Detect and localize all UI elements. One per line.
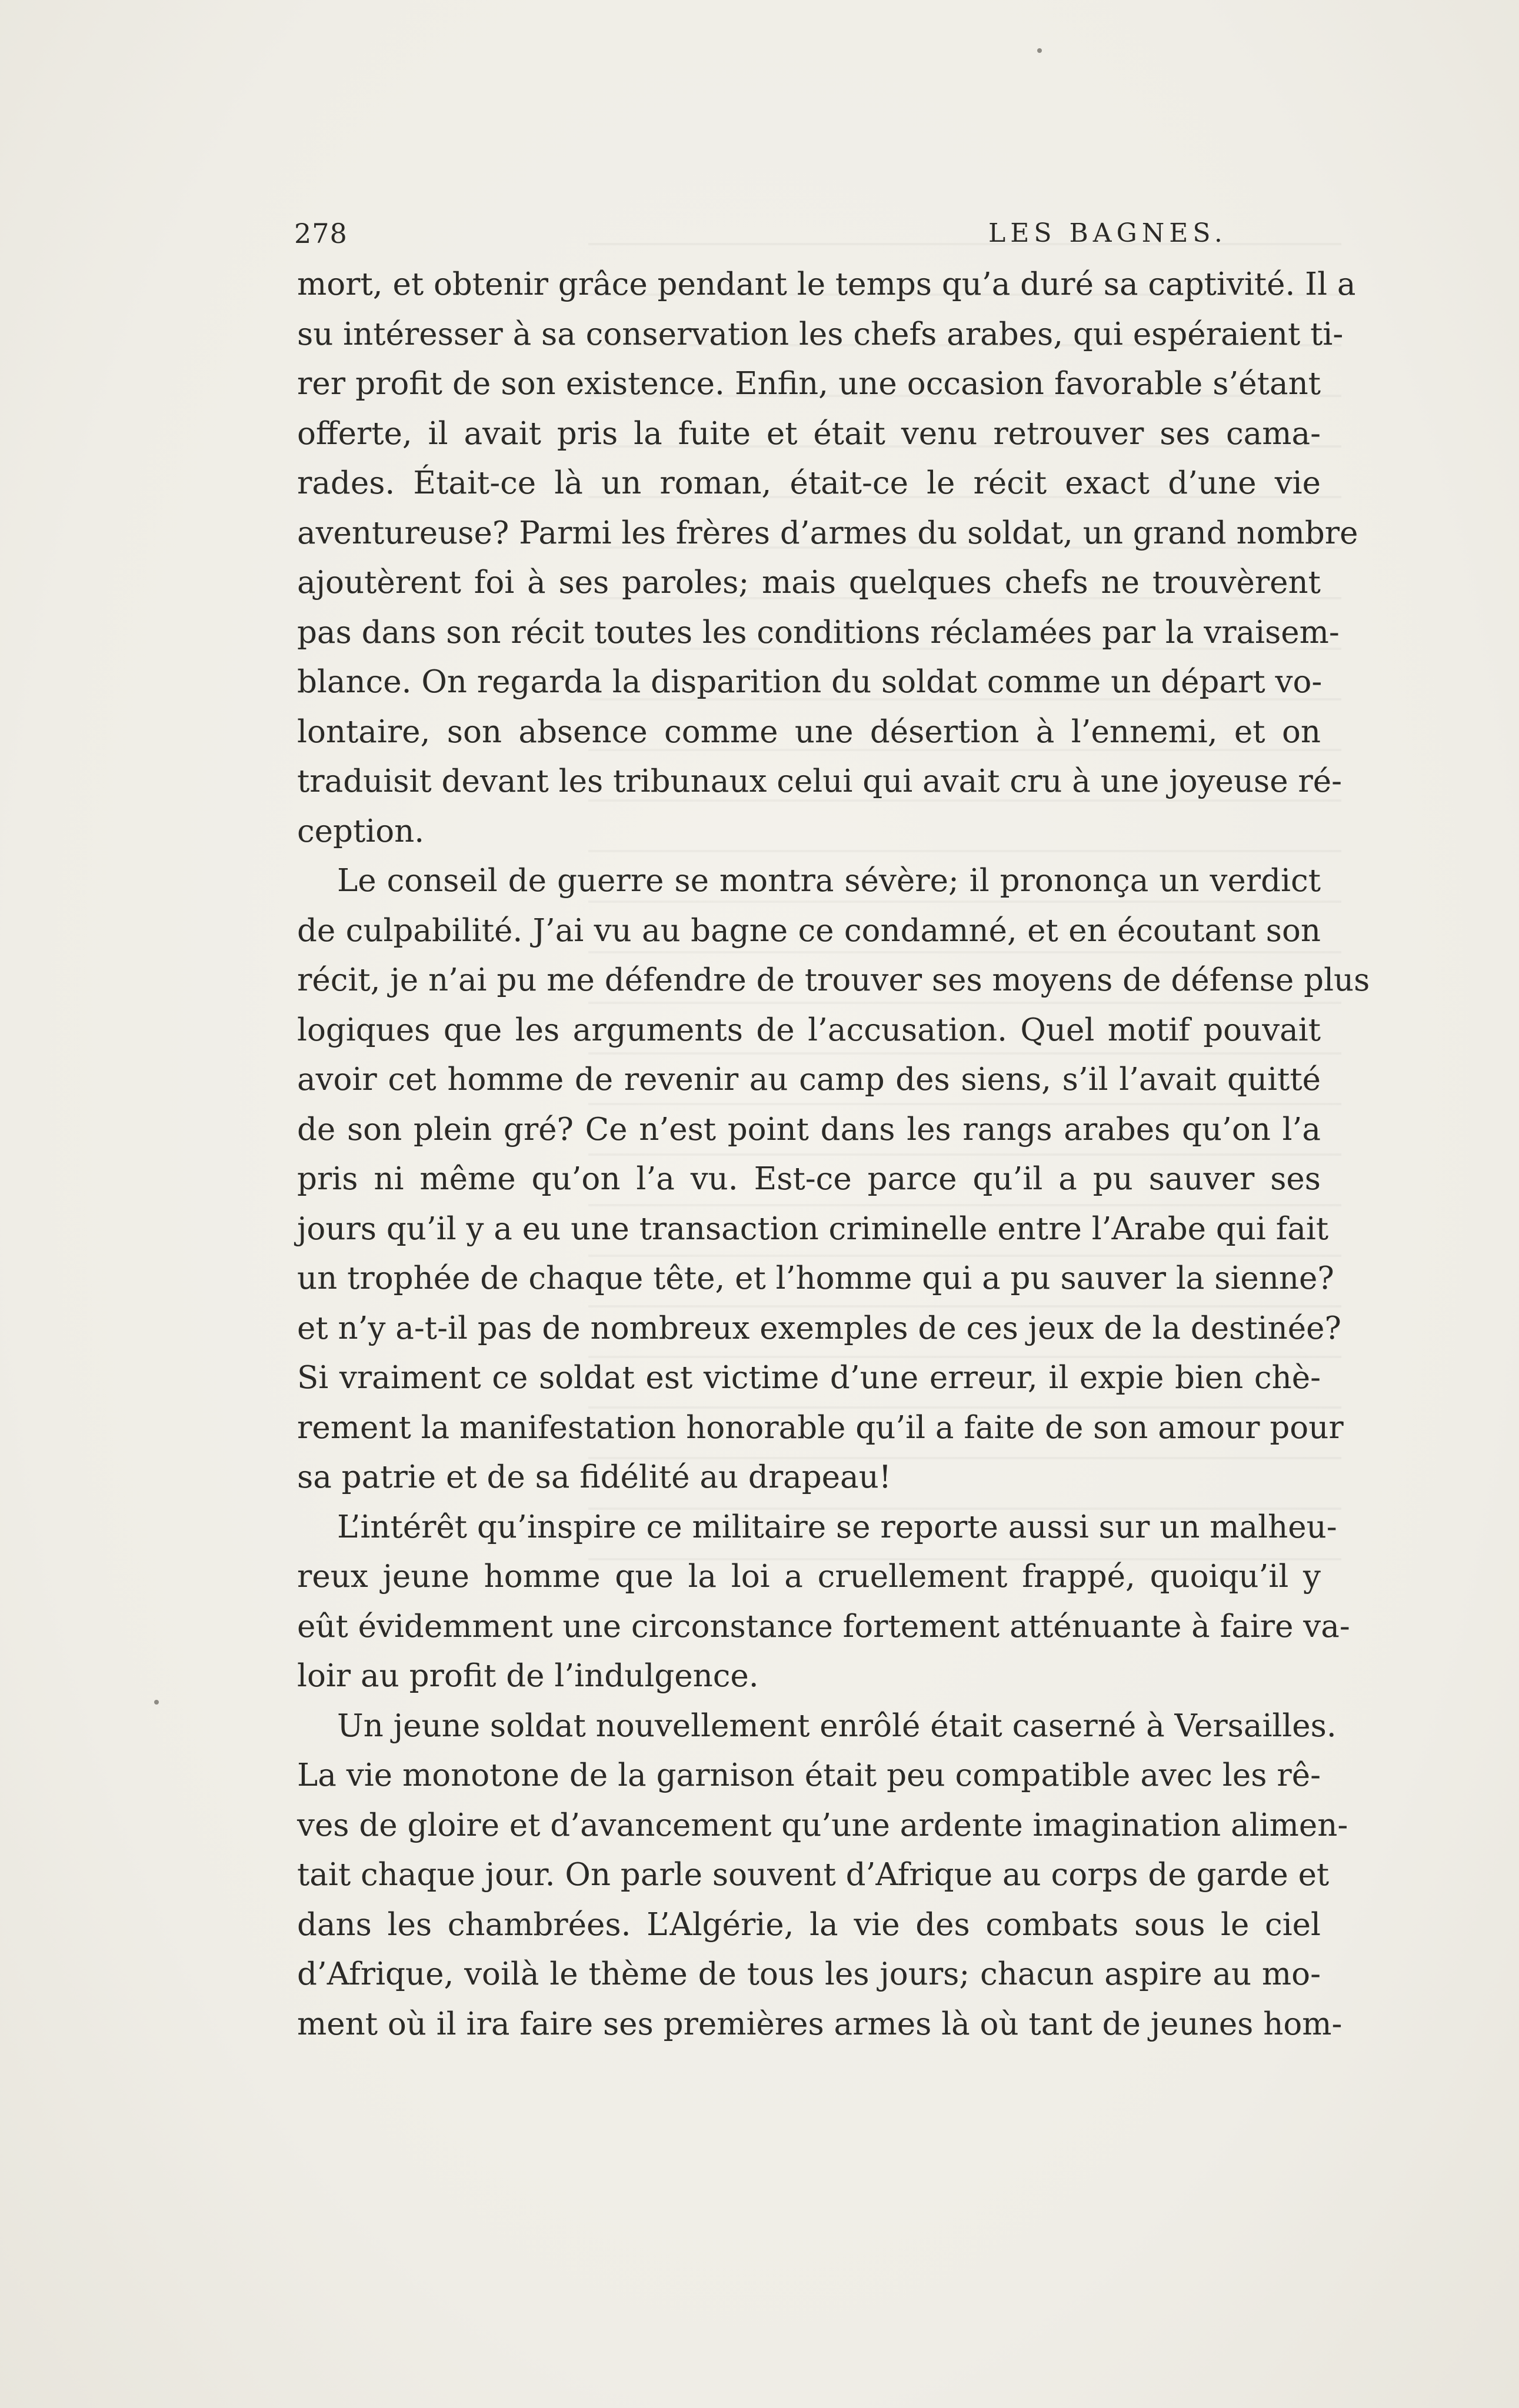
text-line: d’Afrique, voilà le thème de tous les jours; chacun aspire au mo- <box>297 1956 1321 1992</box>
text-line: lontaire, son absence comme une désertion à l’ennemi, et on <box>297 713 1321 750</box>
text-line: dans les chambrées. L’Algérie, la vie des combats sous le ciel <box>297 1906 1321 1943</box>
text-line: reux jeune homme que la loi a cruellement frappé, quoiqu’il y <box>297 1559 1321 1595</box>
text-line: L’intérêt qu’inspire ce militaire se reporte aussi sur un malheu- <box>337 1509 1337 1545</box>
text-line: rades. Était-ce là un roman, était-ce le récit exact d’une vie <box>297 465 1321 501</box>
paper-speck <box>1037 48 1042 53</box>
text-line: mort, et obtenir grâce pendant le temps qu’a duré sa captivité. Il a <box>297 266 1356 302</box>
text-line: de son plein gré? Ce n’est point dans les rangs arabes qu’on l’a <box>297 1111 1321 1148</box>
text-line: un trophée de chaque tête, et l’homme qui a pu sauver la sienne? <box>297 1260 1334 1296</box>
text-line: blance. On regarda la disparition du soldat comme un départ vo- <box>297 664 1323 700</box>
text-line: ment où il ira faire ses premières armes là où tant de jeunes hom- <box>297 2006 1343 2042</box>
running-head: LES BAGNES. <box>988 218 1227 248</box>
text-line: aventureuse? Parmi les frères d’armes du soldat, un grand nombre <box>297 515 1358 551</box>
text-line: ajoutèrent foi à ses paroles; mais quelques chefs ne trouvèrent <box>297 565 1321 601</box>
text-line: traduisit devant les tribunaux celui qui avait cru à une joyeuse ré- <box>297 763 1343 799</box>
text-line: de culpabilité. J’ai vu au bagne ce condamné, et en écoutant son <box>297 912 1321 949</box>
page-header <box>294 213 1318 254</box>
text-line: tait chaque jour. On parle souvent d’Afrique au corps de garde et <box>297 1857 1330 1893</box>
text-line: ves de gloire et d’avancement qu’une ardente imagination alimen- <box>297 1807 1348 1843</box>
text-line: récit, je n’ai pu me défendre de trouver ses moyens de défense plus <box>297 962 1370 998</box>
text-line: eût évidemment une circonstance fortement atténuante à faire va- <box>297 1608 1350 1645</box>
body-text <box>297 260 1370 2049</box>
text-line: rer profit de son existence. Enfin, une occasion favorable s’étant <box>297 366 1321 402</box>
text-line: offerte, il avait pris la fuite et était venu retrouver ses cama- <box>297 415 1321 452</box>
text-line: logiques que les arguments de l’accusation. Quel motif pouvait <box>297 1012 1321 1048</box>
text-line: sa patrie et de sa fidélité au drapeau! <box>297 1459 892 1495</box>
text-line: pas dans son récit toutes les conditions réclamées par la vraisem- <box>297 614 1340 651</box>
text-line: et n’y a-t-il pas de nombreux exemples de ces jeux de la destinée? <box>297 1310 1341 1346</box>
text-line: ception. <box>297 813 425 849</box>
text-line: Si vraiment ce soldat est victime d’une erreur, il expie bien chè- <box>297 1360 1321 1396</box>
page-number: 278 <box>294 218 348 249</box>
text-line: rement la manifestation honorable qu’il a faite de son amour pour <box>297 1409 1344 1446</box>
paper-speck <box>154 1700 159 1705</box>
text-line: su intéresser à sa conservation les chefs arabes, qui espéraient ti- <box>297 316 1344 352</box>
text-line: loir au profit de l’indulgence. <box>297 1658 759 1694</box>
text-line: avoir cet homme de revenir au camp des siens, s’il l’avait quitté <box>297 1062 1321 1098</box>
text-line: Un jeune soldat nouvellement enrôlé était caserné à Versailles. <box>337 1707 1337 1744</box>
text-line: La vie monotone de la garnison était peu compatible avec les rê- <box>297 1757 1321 1793</box>
text-line: pris ni même qu’on l’a vu. Est-ce parce qu’il a pu sauver ses <box>297 1161 1321 1197</box>
text-line: Le conseil de guerre se montra sévère; il prononça un verdict <box>337 863 1321 899</box>
text-line: jours qu’il y a eu une transaction criminelle entre l’Arabe qui fait <box>297 1210 1329 1247</box>
